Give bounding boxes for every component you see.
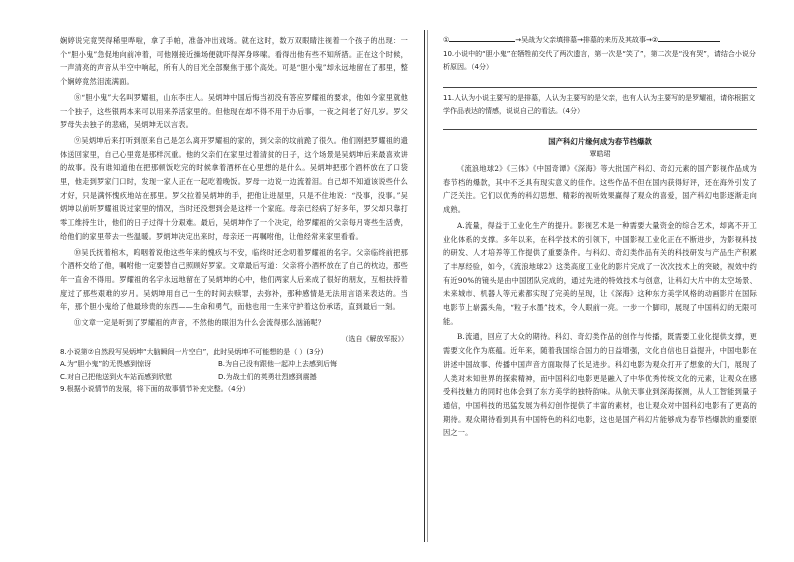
- article-author: 覃皓珺: [589, 150, 611, 159]
- column-divider-inner: [427, 30, 428, 542]
- answer-line[interactable]: [443, 129, 757, 130]
- story-paragraph: ⑨吴炳坤后来打听到原来自己是怎么离开罗耀祖的家的，到父亲的坟前跪了很久。他们刚把罗耀祖的遗体送回家里，自己心里竟是那样沉重。他的父亲们在家里过着清贫的日子，这个场景是吴炳坤后来最喜欢讲的故事。没有谁知道他在把那顿饭吃完的时候拿着酒杯在心里想的是什么。吴炳坤把那个酒杯放在了口袋里，他走到罗家门口时，发现一家人正在一起吃着晚饭。罗母一边说一边流着泪。自己却不知道该说些什么才好，只是满怀愧疚地站在那里。罗父拉着吴炳坤的手，把他让进屋里，只是不住地说：“没事，没事。”吴炳坤以前听罗耀祖说过家里的情况，当时还没想到会是这样一个家庭。母亲已经病了好多年，罗父却只靠打零工维持生计，他们的日子过得十分艰难。最后，吴炳坤作了一个决定，给罗耀祖的父亲每月寄些生活费，给他们的家里带去一些温暖。罗炳坤决定出来时，母亲还一再嘱咐他，让他经常来家里看看。: [60, 135, 408, 241]
- question-10-stem: 10.小说中的“胆小鬼”在牺牲前交代了两次遗言，第一次是“笑了”，第二次是“没有哭”，请结合小说分析原因。（4分）: [443, 50, 756, 71]
- story-paragraph: ⑩吴氏抚着棺木，呜咽着说他这些年来的愧疚与不安，临终时还念叨着罗耀祖的名字。父亲临终前把那个酒杯交给了他，嘱咐他一定要替自己照顾好罗家。文章最后写道：父亲将小酒杯放在了自己的枕边，那些年一直舍不得用。罗耀祖的名字永远地留在了吴炳坤的心中，他们两家人后来成了很好的朋友，互相扶持着度过了那些艰难的岁月。吴炳坤用自己一生的时间去赎罪，去弥补，那种感情是无法用言语来表达的。当年，那个胆小鬼给了他最珍贵的东西——生命和勇气，而他也用一生来守护着这份承诺，直到最后一刻。: [60, 247, 408, 312]
- answer-blank-2[interactable]: [658, 41, 720, 42]
- option-d[interactable]: D.为战士们的英勇壮烈感到震撼: [218, 372, 317, 381]
- plot-chain-middle: →吴战为父亲填排墓→排墓的来历及其故事→②: [515, 36, 659, 44]
- question-9-stem: 9.根据小说情节的发展，将下面的故事情节补充完整。（4分）: [60, 384, 250, 393]
- article-paragraph: A.流量，得益于工业化生产的提升。影视艺术是一种需要大量资金的综合艺术，却离不开工业化体系的支撑。多年以来，在科学技术的引领下，中国影视工业化正在不断进步，为影视科技的研发、人才培养等工作提供了重要条件。与科幻、奇幻类作品有关的科技研发与产品生产积累了丰厚经验，如今，《流浪地球2》这类高度工业化的影片完成了一次次技术上的突破，视效中约有近90%的镜头是由中国团队完成的，通过先进的特效技术与创意，让科幻大片中的太空场景、未来城市、机器人等元素都实现了完美的呈现，让《深海》这种东方美学风格的动画影片在国际电影节上崭露头角，“粒子水墨”技术，令人眼前一亮。一步一个脚印，展现了中国科幻的无限可能。: [443, 220, 757, 326]
- right-column: [443, 34, 757, 440]
- question-8-options: [60, 358, 408, 383]
- story-paragraph: 娴婷说完竟哭得稀里哗啦，拿了手帕，准备冲出戏场。就在这时，数万双眼睛注视着一个孩子的出现：一个“胆小鬼”急促地向前冲着，可他刚接近操场便就吓得浑身哆嗦。看得出他有些不知所措。正在这个时候，一声清亮的声音从半空中响起，所有人的目光全部聚焦于那个高处。可是“胆小鬼”却永远地留在了那里，整个娴婷竟然泪流满面。: [60, 36, 408, 87]
- question-11-stem: 11.人认为小说主要写的是排墓，人认为主要写的是父亲，也有人认为主要写的是罗耀祖，请你根据文学作品表达的情感，说说自己的看法。（4分）: [443, 94, 756, 115]
- source-note: （选自《解放军报》）: [341, 334, 408, 343]
- article-title: 国产科幻片缘何成为春节档爆款: [548, 137, 652, 147]
- plot-chain: [443, 34, 757, 46]
- answer-line[interactable]: [443, 87, 757, 88]
- left-column: [60, 34, 408, 395]
- option-a[interactable]: A.为“胆小鬼”的无畏感到惊讶: [60, 360, 152, 369]
- column-divider: [424, 30, 425, 542]
- question-8-stem: 8.小说第⑦自然段写吴炳坤“大脑瞬间一片空白”，此时吴炳坤不可能想的是（ ）(3分): [60, 347, 324, 356]
- answer-blank-1[interactable]: [449, 41, 515, 42]
- article-paragraph: B.流通，回应了大众的期待。科幻、奇幻类作品的创作与传播，既需要工业化提供支撑，更需要文化作为底蕴。近年来，随着我国综合国力的日益增强，文化自信也日益提升，中国电影在讲述中国故事、传播中国声音方面取得了长足进步。科幻电影为观众打开了想象的大门，展现了人类对未知世界的探索精神，而中国科幻电影更是融入了中华优秀传统文化的元素，让观众在感受科技魅力的同时也体会到了东方美学的独特韵味。从航天事业到深海探测，从人工智能到量子通信，中国科技的迅猛发展为科幻创作提供了丰富的素材，也让观众对中国科幻电影有了更高的期待。观众期待看到具有中国特色的科幻电影，这也是国产科幻片能够成为春节档爆款的重要原因之一。: [443, 332, 757, 438]
- option-b[interactable]: B.为自己没有跟他一起冲上去感到后悔: [218, 360, 338, 369]
- option-c[interactable]: C.对自己把他送到火车站而感到欣慰: [60, 372, 173, 381]
- story-paragraph: ⑪文章一定是听到了罗耀祖的声音，不然他的眼泪为什么会流得那么汹涌呢？: [74, 318, 326, 328]
- story-paragraph: ⑧“胆小鬼”大名叫罗耀祖，山东李庄人。吴炳坤中国后悔当初没有答应罗耀祖的要求，他如今家里就他一个独子，这些银两本来可以用来养活家里的。但他现在却不得不用于办后事，一夜之间老了好几岁。罗父罗母失去独子的悲痛，吴炳坤无以言表。: [60, 92, 408, 130]
- blank-1-label: ①: [443, 36, 450, 44]
- article-paragraph: 《流浪地球2》《三体》《中国奇谭》《深海》等大批国产科幻、奇幻元素的国产影视作品成为春节档的爆款，其中不乏具有现实意义的佳作。这些作品不但在国内获得好评，还在海外引发了广泛关注。它们以优秀的科幻思想、精彩的视听效果赢得了观众的喜爱，国产科幻电影逐渐走向成熟。: [443, 164, 757, 215]
